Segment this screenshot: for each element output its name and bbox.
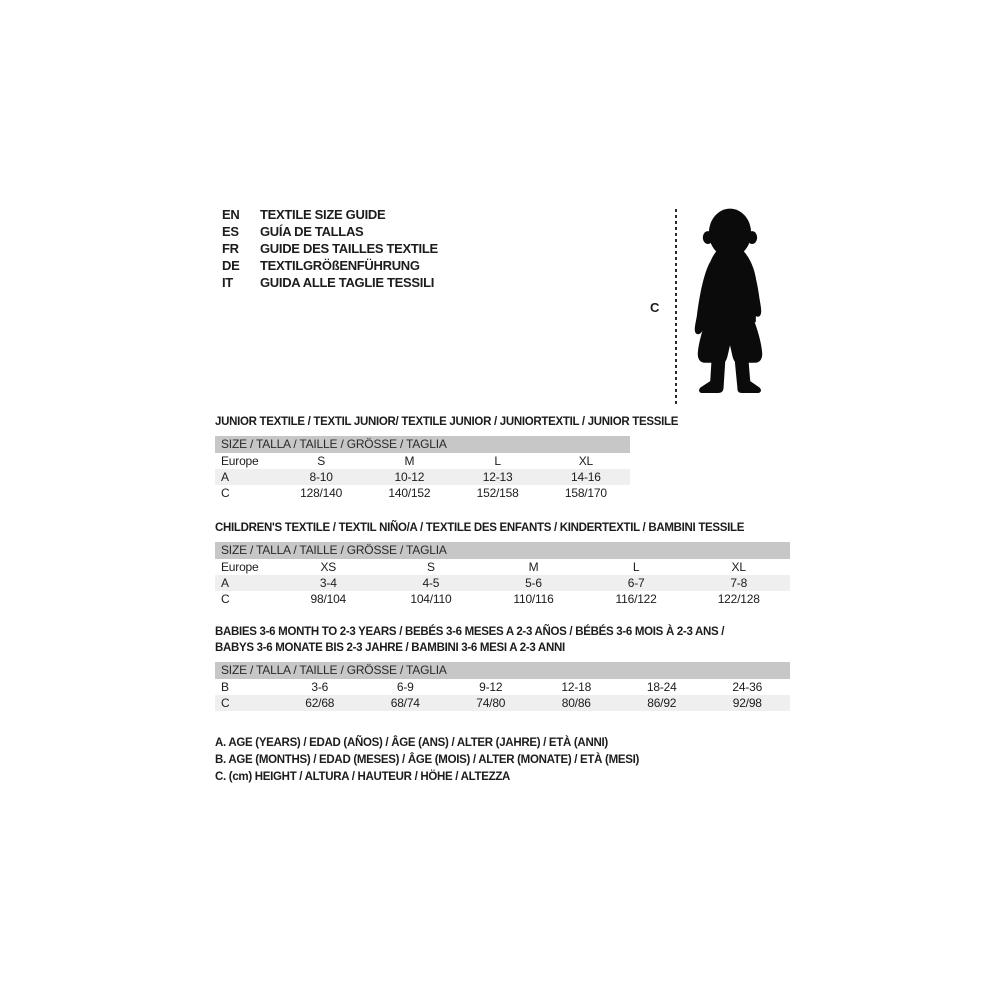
language-label: GUIDA ALLE TAGLIE TESSILI xyxy=(260,275,435,290)
table-cell: 152/158 xyxy=(476,486,519,500)
table-title: BABIES 3-6 MONTH TO 2-3 YEARS / BEBÉS 3-6 MESES A 2-3 AÑOS / BÉBÉS 3-6 MOIS À 2-3 ANS / xyxy=(215,626,725,638)
height-label: C xyxy=(650,300,660,315)
table-cell: 86/92 xyxy=(647,696,677,710)
table-cell: 140/152 xyxy=(388,486,431,500)
table-cell: M xyxy=(404,454,415,468)
table-cell: 3-6 xyxy=(311,680,329,694)
row-label: C xyxy=(221,486,230,500)
table-title: BABYS 3-6 MONATE BIS 2-3 JAHRE / BAMBINI 3-6 MESI A 2-3 ANNI xyxy=(215,642,565,654)
table-cell: 92/98 xyxy=(732,696,762,710)
table-cell: 4-5 xyxy=(422,576,440,590)
table-cell: 128/140 xyxy=(300,486,343,500)
table-cell: XL xyxy=(578,454,594,468)
table-row xyxy=(215,695,790,711)
table-cell: 24-36 xyxy=(732,680,763,694)
language-row xyxy=(222,223,438,240)
table-cell: 18-24 xyxy=(646,680,677,694)
language-list xyxy=(222,206,438,291)
legend-line: C. (cm) HEIGHT / ALTURA / HAUTEUR / HÖHE / ALTEZZA xyxy=(215,771,511,783)
height-dash-line xyxy=(675,209,677,406)
table-cell: L xyxy=(494,454,501,468)
table-cell: 80/86 xyxy=(561,696,591,710)
table-row xyxy=(215,591,790,607)
table-cell: 14-16 xyxy=(571,470,601,484)
legend-line: A. AGE (YEARS) / EDAD (AÑOS) / ÂGE (ANS) / ALTER (JAHRE) / ETÀ (ANNI) xyxy=(215,737,608,749)
row-label: C xyxy=(221,696,230,710)
legend-line: B. AGE (MONTHS) / EDAD (MESES) / ÂGE (MOIS) / ALTER (MONATE) / ETÀ (MESI) xyxy=(215,754,640,766)
table-cell: 104/110 xyxy=(410,592,452,606)
table-title: JUNIOR TEXTILE / TEXTIL JUNIOR/ TEXTILE JUNIOR / JUNIORTEXTIL / JUNIOR TESSILE xyxy=(215,416,679,428)
row-label: Europe xyxy=(221,560,259,574)
table-cell: 98/104 xyxy=(310,592,347,606)
table-row xyxy=(215,453,630,469)
table-row xyxy=(215,575,790,591)
legend xyxy=(215,735,639,786)
table-cell: 8-10 xyxy=(309,470,333,484)
table-cell: 12-13 xyxy=(482,470,513,484)
size-table-babies xyxy=(215,624,790,711)
table-cell: 110/116 xyxy=(513,592,554,606)
size-header-bar: SIZE / TALLA / TAILLE / GRÖSSE / TAGLIA xyxy=(215,542,790,559)
table-cell: 9-12 xyxy=(479,680,503,694)
language-row xyxy=(222,257,438,274)
table-cell: 7-8 xyxy=(730,576,748,590)
table-cell: 6-9 xyxy=(396,680,414,694)
language-code: EN xyxy=(222,207,240,222)
language-row xyxy=(222,206,438,223)
language-code: IT xyxy=(222,275,233,290)
table-cell: 62/68 xyxy=(305,696,335,710)
language-row xyxy=(222,274,438,291)
table-cell: 6-7 xyxy=(627,576,645,590)
language-code: DE xyxy=(222,258,240,273)
table-cell: XS xyxy=(320,560,337,574)
table-cell: 68/74 xyxy=(390,696,420,710)
size-header-bar: SIZE / TALLA / TAILLE / GRÖSSE / TAGLIA xyxy=(215,662,790,679)
table-cell: 10-12 xyxy=(394,470,425,484)
row-label: B xyxy=(221,680,229,694)
table-cell: 116/122 xyxy=(615,592,657,606)
table-row xyxy=(215,469,630,485)
language-code: ES xyxy=(222,224,239,239)
language-row xyxy=(222,240,438,257)
toddler-silhouette-icon xyxy=(684,206,776,409)
table-row xyxy=(215,485,630,501)
table-cell: 158/170 xyxy=(564,486,607,500)
table-cell: L xyxy=(632,560,640,574)
row-label: A xyxy=(221,576,229,590)
size-table-children xyxy=(215,520,790,607)
language-label: TEXTILE SIZE GUIDE xyxy=(260,207,386,222)
size-table-junior xyxy=(215,414,679,501)
row-label: C xyxy=(221,592,230,606)
table-cell: 3-4 xyxy=(319,576,337,590)
table-cell: 122/128 xyxy=(717,592,760,606)
table-cell: 74/80 xyxy=(476,696,506,710)
table-cell: XL xyxy=(731,560,746,574)
language-label: GUIDE DES TAILLES TEXTILE xyxy=(260,241,438,256)
table-row xyxy=(215,559,790,575)
table-row xyxy=(215,679,790,695)
table-cell: S xyxy=(426,560,435,574)
table-cell: 5-6 xyxy=(525,576,542,590)
size-header-bar: SIZE / TALLA / TAILLE / GRÖSSE / TAGLIA xyxy=(215,436,630,453)
table-cell: 12-18 xyxy=(561,680,592,694)
language-label: GUÍA DE TALLAS xyxy=(260,224,364,239)
table-cell: S xyxy=(317,454,326,468)
table-cell: M xyxy=(528,560,539,574)
language-code: FR xyxy=(222,241,239,256)
row-label: Europe xyxy=(221,454,259,468)
language-label: TEXTILGRÖßENFÜHRUNG xyxy=(260,258,420,273)
row-label: A xyxy=(221,470,229,484)
table-title: CHILDREN'S TEXTILE / TEXTIL NIÑO/A / TEXTILE DES ENFANTS / KINDERTEXTIL / BAMBINI TESSILE xyxy=(215,522,745,534)
